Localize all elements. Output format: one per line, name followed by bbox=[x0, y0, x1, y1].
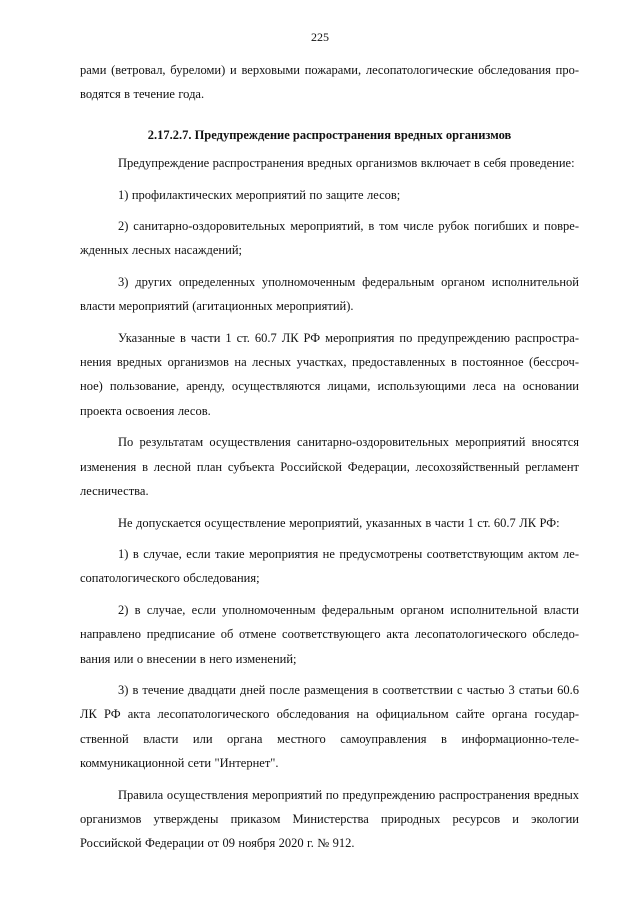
list-item-3: 3) других определенных уполномоченным федеральным органом исполнительной власти мероприятий (агитационных мероприятий). bbox=[80, 274, 579, 314]
prohibition-item-3: 3) в течение двадцати дней после размещения в соответствии с частью 3 статьи 60.6 ЛК РФ акта лесопатологического обследования на официальном сайте органа государственной власти или органа местного самоуправления в информационно-телекоммуникационной сети "Интернет". bbox=[80, 682, 579, 771]
paragraph-rules: Правила осуществления мероприятий по предупреждению распространения вредных организмов утверждены приказом Министерства природных ресурсов и экологии Российской Федерации от 09 ноября 2020 г. № 912. bbox=[80, 787, 579, 851]
page-number: 225 bbox=[311, 30, 329, 44]
list-item-1: 1) профилактических мероприятий по защите лесов; bbox=[118, 187, 401, 202]
page-content bbox=[80, 58, 579, 856]
section-heading: 2.17.2.7. Предупреждение распространения вредных организмов bbox=[147, 127, 512, 142]
paragraph-prohibition: Не допускается осуществление мероприятий, указанных в части 1 ст. 60.7 ЛК РФ: bbox=[118, 515, 560, 530]
prohibition-item-2: 2) в случае, если уполномоченным федеральным органом исполнительной власти направлено предписание об отмене соответствующего акта лесопатологического обследования или о внесении в него изменений; bbox=[80, 602, 579, 666]
list-item-2: 2) санитарно-оздоровительных мероприятий, в том числе рубок погибших и поврежденных лесных насаждений; bbox=[80, 219, 579, 258]
paragraph-measures: Указанные в части 1 ст. 60.7 ЛК РФ мероприятия по предупреждению распространения вредных организмов на лесных участках, предоставленных в постоянное (бессрочное) пользование, аренду, осуществляются лицами, использующими леса на основании проекта освоения лесов. bbox=[80, 330, 579, 418]
paragraph-results: По результатам осуществления санитарно-оздоровительных мероприятий вносятся изменения в лесной план субъекта Российской Федерации, лесохозяйственный регламент лесничества. bbox=[80, 435, 579, 499]
paragraph-continuation: рами (ветровал, буреломи) и верховыми пожарами, лесопатологические обследования проводятся в течение года. bbox=[80, 63, 579, 102]
prohibition-item-1: 1) в случае, если такие мероприятия не предусмотрены соответствующим актом лесопатологического обследования; bbox=[80, 546, 579, 586]
paragraph-intro: Предупреждение распространения вредных организмов включает в себя проведение: bbox=[118, 156, 575, 171]
